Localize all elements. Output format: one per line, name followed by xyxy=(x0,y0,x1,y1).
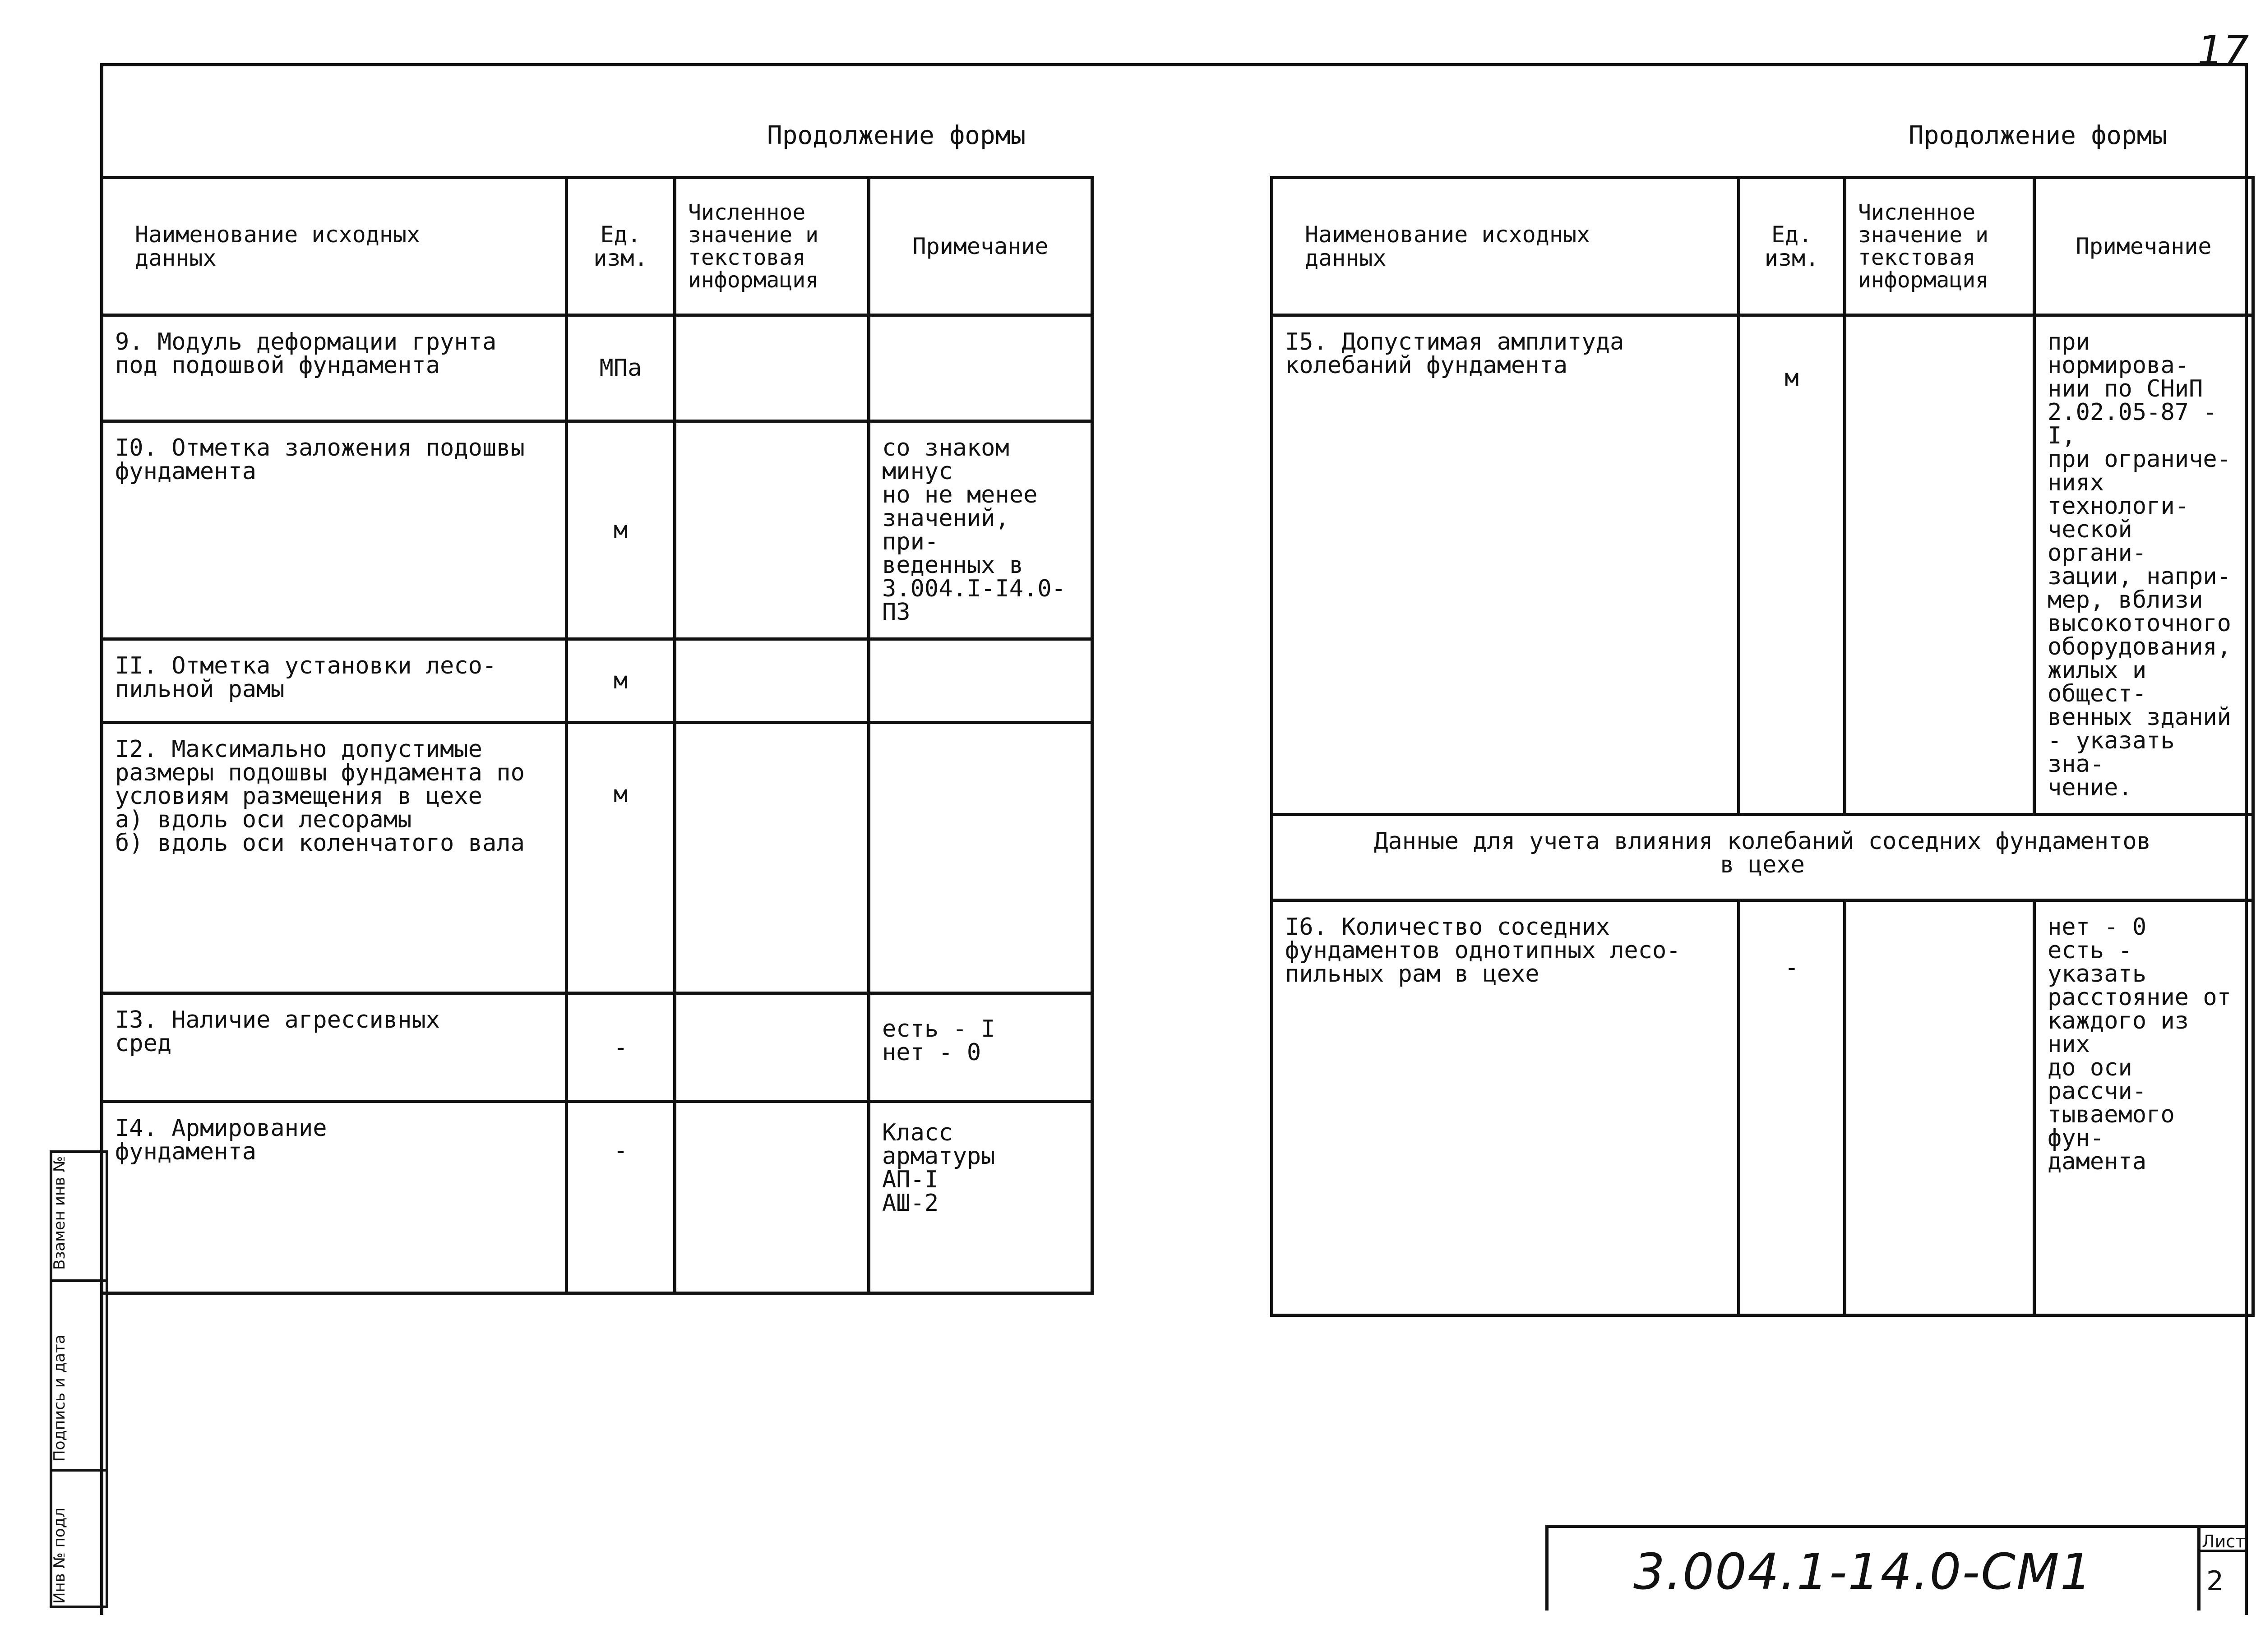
table-row xyxy=(102,639,1092,723)
row-note: со знаком минус но не менее значений, при- веденных в 3.004.I-I4.0-ПЗ xyxy=(869,421,1092,639)
row-unit: МПа xyxy=(567,315,675,421)
section-title: Данные для учета влияния колебаний соседних фундаментов в цехе xyxy=(1272,815,2253,900)
sheet-label: Лист xyxy=(2202,1532,2246,1551)
row-unit: м xyxy=(567,639,675,723)
side-stamp-divider xyxy=(52,1469,106,1472)
row-value xyxy=(675,993,869,1102)
row-unit: м xyxy=(1739,315,1845,815)
sheet-corner-number: 17 xyxy=(2197,27,2249,74)
row-note: есть - I нет - 0 xyxy=(869,993,1092,1102)
left-header-row xyxy=(102,178,1092,315)
header-value: Численное значение и текстовая информация xyxy=(1845,178,2034,315)
right-header-row xyxy=(1272,178,2253,315)
header-unit: Ед. изм. xyxy=(1739,178,1845,315)
table-row xyxy=(1272,900,2253,1315)
row-value xyxy=(1845,900,2034,1315)
left-form-caption: Продолжение формы xyxy=(767,121,1026,150)
row-note: при нормирова- нии по СНиП 2.02.05-87 - I, при ограниче- ниях технологи- ческой органи- зации, напри- мер, вблизи высокоточного оборудования, жилых и общест- венных зданий - указать зна- чение. xyxy=(2034,315,2253,815)
header-name: Наименование исходных данных xyxy=(1272,178,1739,315)
table-row xyxy=(102,723,1092,993)
row-name: II. Отметка установки лесо- пильной рамы xyxy=(102,639,567,723)
row-note xyxy=(869,723,1092,993)
right-form-table xyxy=(1270,176,2255,1317)
table-row xyxy=(102,1102,1092,1293)
table-row xyxy=(1272,315,2253,815)
row-value xyxy=(675,315,869,421)
side-label-original-inv: Инв № подл xyxy=(51,1508,69,1604)
row-value xyxy=(1845,315,2034,815)
row-name: I5. Допустимая амплитуда колебаний фундамента xyxy=(1272,315,1739,815)
row-note xyxy=(869,315,1092,421)
row-unit: м xyxy=(567,421,675,639)
header-unit: Ед. изм. xyxy=(567,178,675,315)
row-name: I4. Армирование фундамента xyxy=(102,1102,567,1293)
document-code: 3.004.1-14.0-СМ1 xyxy=(1633,1543,2093,1601)
row-name: I6. Количество соседних фундаментов однотипных лесо- пильных рам в цехе xyxy=(1272,900,1739,1315)
row-note: нет - 0 есть - указать расстояние от каждого из них до оси рассчи- тываемого фун- дамента xyxy=(2034,900,2253,1315)
right-form-caption: Продолжение формы xyxy=(1909,121,2168,150)
side-label-replace-inv: Взамен инв № xyxy=(51,1156,69,1270)
header-note: Примечание xyxy=(869,178,1092,315)
header-note: Примечание xyxy=(2034,178,2253,315)
table-row xyxy=(102,315,1092,421)
side-label-signature-date: Подпись и дата xyxy=(51,1334,69,1462)
header-value: Численное значение и текстовая информация xyxy=(675,178,869,315)
row-value xyxy=(675,639,869,723)
row-note: Класс арматуры АП-I АШ-2 xyxy=(869,1102,1092,1293)
row-unit: - xyxy=(567,1102,675,1293)
sheet-number: 2 xyxy=(2206,1565,2224,1597)
section-row xyxy=(1272,815,2253,900)
row-unit: м xyxy=(567,723,675,993)
row-note xyxy=(869,639,1092,723)
row-value xyxy=(675,1102,869,1293)
row-name: I0. Отметка заложения подошвы фундамента xyxy=(102,421,567,639)
row-unit: - xyxy=(567,993,675,1102)
row-name: 9. Модуль деформации грунта под подошвой фундамента xyxy=(102,315,567,421)
header-name: Наименование исходных данных xyxy=(102,178,567,315)
row-name: I3. Наличие агрессивных сред xyxy=(102,993,567,1102)
row-unit: - xyxy=(1739,900,1845,1315)
table-row xyxy=(102,421,1092,639)
table-row xyxy=(102,993,1092,1102)
left-form-table xyxy=(100,176,1094,1295)
side-stamp-divider xyxy=(52,1279,106,1282)
row-value xyxy=(675,421,869,639)
row-name: I2. Максимально допустимые размеры подошвы фундамента по условиям размещения в цехе а) вдоль оси лесорамы б) вдоль оси коленчатого вала xyxy=(102,723,567,993)
row-value xyxy=(675,723,869,993)
